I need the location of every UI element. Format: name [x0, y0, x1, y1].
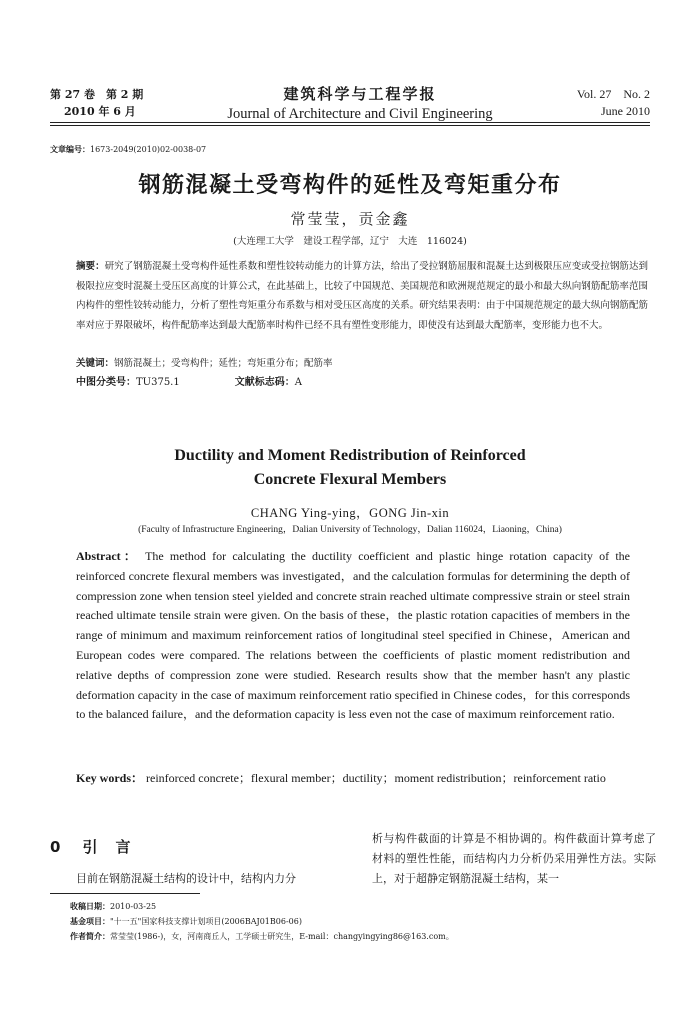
bio-text: 常莹莹(1986-)，女，河南商丘人，工学硕士研究生，E-mail：changyingying86@163.com。 [110, 932, 454, 941]
keywords-en-label: Key words： [76, 771, 143, 785]
journal-title-cn: 建筑科学与工程学报 [283, 85, 437, 103]
journal-issue-cn [50, 86, 143, 120]
journal-issue-en [577, 86, 650, 120]
keywords-cn-text: 钢筋混凝土；受弯构件；延性；弯矩重分布；配筋率 [114, 358, 333, 369]
article-number-label: 文章编号： [50, 144, 90, 154]
received-date: 2010-03-25 [110, 902, 157, 911]
keywords-cn-label: 关键词： [76, 358, 115, 369]
body-left-column [76, 869, 348, 889]
date-cn: 2010 年 6 月 [64, 105, 136, 118]
clc-value: TU375.1 [136, 377, 180, 388]
volume-issue-en: Vol. 27 No. 2 [576, 87, 650, 101]
footnotes [70, 899, 660, 944]
abstract-en-label: Abstract： [76, 549, 140, 563]
section-title: 引言 [82, 838, 149, 856]
volume-issue-cn: 第 27 卷 第 2 期 [50, 88, 144, 101]
footnote-rule [50, 893, 200, 894]
journal-title-en: Journal of Architecture and Civil Engineering [227, 106, 493, 122]
header-rule [50, 122, 650, 123]
paper-title-en-line2: Concrete Flexural Members [253, 471, 447, 488]
fund-text: "十一五"国家科技支撑计划项目(2006BAJ01B06-06) [110, 917, 302, 926]
received-label: 收稿日期： [70, 901, 110, 911]
footnote-author-bio [70, 929, 660, 944]
footnote-received [70, 899, 660, 914]
doc-code-value: A [294, 377, 302, 388]
article-number-value: 1673-2049(2010)02-0038-07 [90, 145, 207, 154]
header-rule-thin [50, 125, 650, 126]
paper-title-en-line1: Ductility and Moment Redistribution of Reinforced [174, 447, 526, 464]
authors-cn: 常莹莹，贡金鑫 [290, 210, 410, 228]
abstract-cn-label: 摘要： [76, 261, 105, 272]
classification [76, 373, 302, 388]
abstract-cn-text: 研究了钢筋混凝土受弯构件延性系数和塑性铰转动能力的计算方法，给出了受拉钢筋屈服和混凝土达到极限压应变或受拉钢筋达到极限拉应变时混凝土受压区高度的计算公式，在此基础上，比较了中国规范、美国规范和欧洲规范规定的最小和最大纵向钢筋配筋率范围内构件的塑性铰转动能力，分析了塑性弯矩重分布系数与相对受压区高度的关系。研究结果表明：由于中国规范规定的最大纵向钢筋配筋率对应于界限破坏，构件配筋率达到最大配筋率时构件已经不具有塑性变形能力，即使没有达到最大配筋率，变形能力也不大。 [76, 261, 648, 331]
fund-label: 基金项目： [70, 916, 110, 926]
body-right-paragraph: 析与构件截面的计算是不相协调的。构件截面计算考虑了材料的塑性性能，而结构内力分析仍采用弹性方法。实际上，对于超静定钢筋混凝土结构，某一 [372, 832, 656, 885]
paper-title-cn: 钢筋混凝土受弯构件的延性及弯矩重分布 [138, 173, 562, 198]
keywords-cn [76, 355, 648, 369]
body-right-column [372, 829, 656, 889]
bio-label: 作者简介： [70, 931, 110, 941]
date-en: June 2010 [601, 104, 650, 118]
journal-title-block [190, 83, 530, 123]
section-number: 0 [50, 838, 61, 856]
body-left-paragraph: 目前在钢筋混凝土结构的设计中，结构内力分 [76, 872, 296, 885]
footnote-fund [70, 914, 660, 929]
section-heading [50, 836, 148, 857]
abstract-en-text: The method for calculating the ductility coefficient and plastic hinge rotation capacity of the reinforced concrete flexural members was investigated，and the calculation formulas for determining the depth of compression zone when tension steel yielded and concrete strain reached ultimate compressive strain or steel strain reached ultimate tensile strain were given. On the basis of these，the plastic rotation capacities of members in the range of minimum and maximum reinforcement ratios of longitudinal steel specified in Chinese，American and European codes were compared. The relations between the coefficients of plastic moment redistribution and relative depths of compression zone were studied. Research results show that the member hasn't any plastic deformation capacity in the case of maximum reinforcement ratio specified in Chinese codes，for this corresponds to the balanced failure，and the deformation capacity is less even not the case of maximum reinforcement ratio. [76, 549, 630, 722]
abstract-cn [76, 257, 648, 335]
article-number [50, 144, 206, 155]
abstract-en [76, 547, 630, 725]
paper-title-en [50, 444, 650, 492]
clc-label: 中图分类号： [76, 377, 136, 388]
keywords-en-text: reinforced concrete；flexural member；ductility；moment redistribution；reinforcement ratio [146, 771, 606, 785]
keywords-en [76, 769, 630, 788]
authors-en: CHANG Ying-ying，GONG Jin-xin [250, 506, 450, 520]
affiliation-en: (Faculty of Infrastructure Engineering，Dalian University of Technology，Dalian 116024，Liaoning，China) [138, 525, 562, 535]
affiliation-cn: (大连理工大学 建设工程学部，辽宁 大连 116024) [233, 236, 467, 247]
doc-code-label: 文献标志码： [234, 377, 295, 388]
